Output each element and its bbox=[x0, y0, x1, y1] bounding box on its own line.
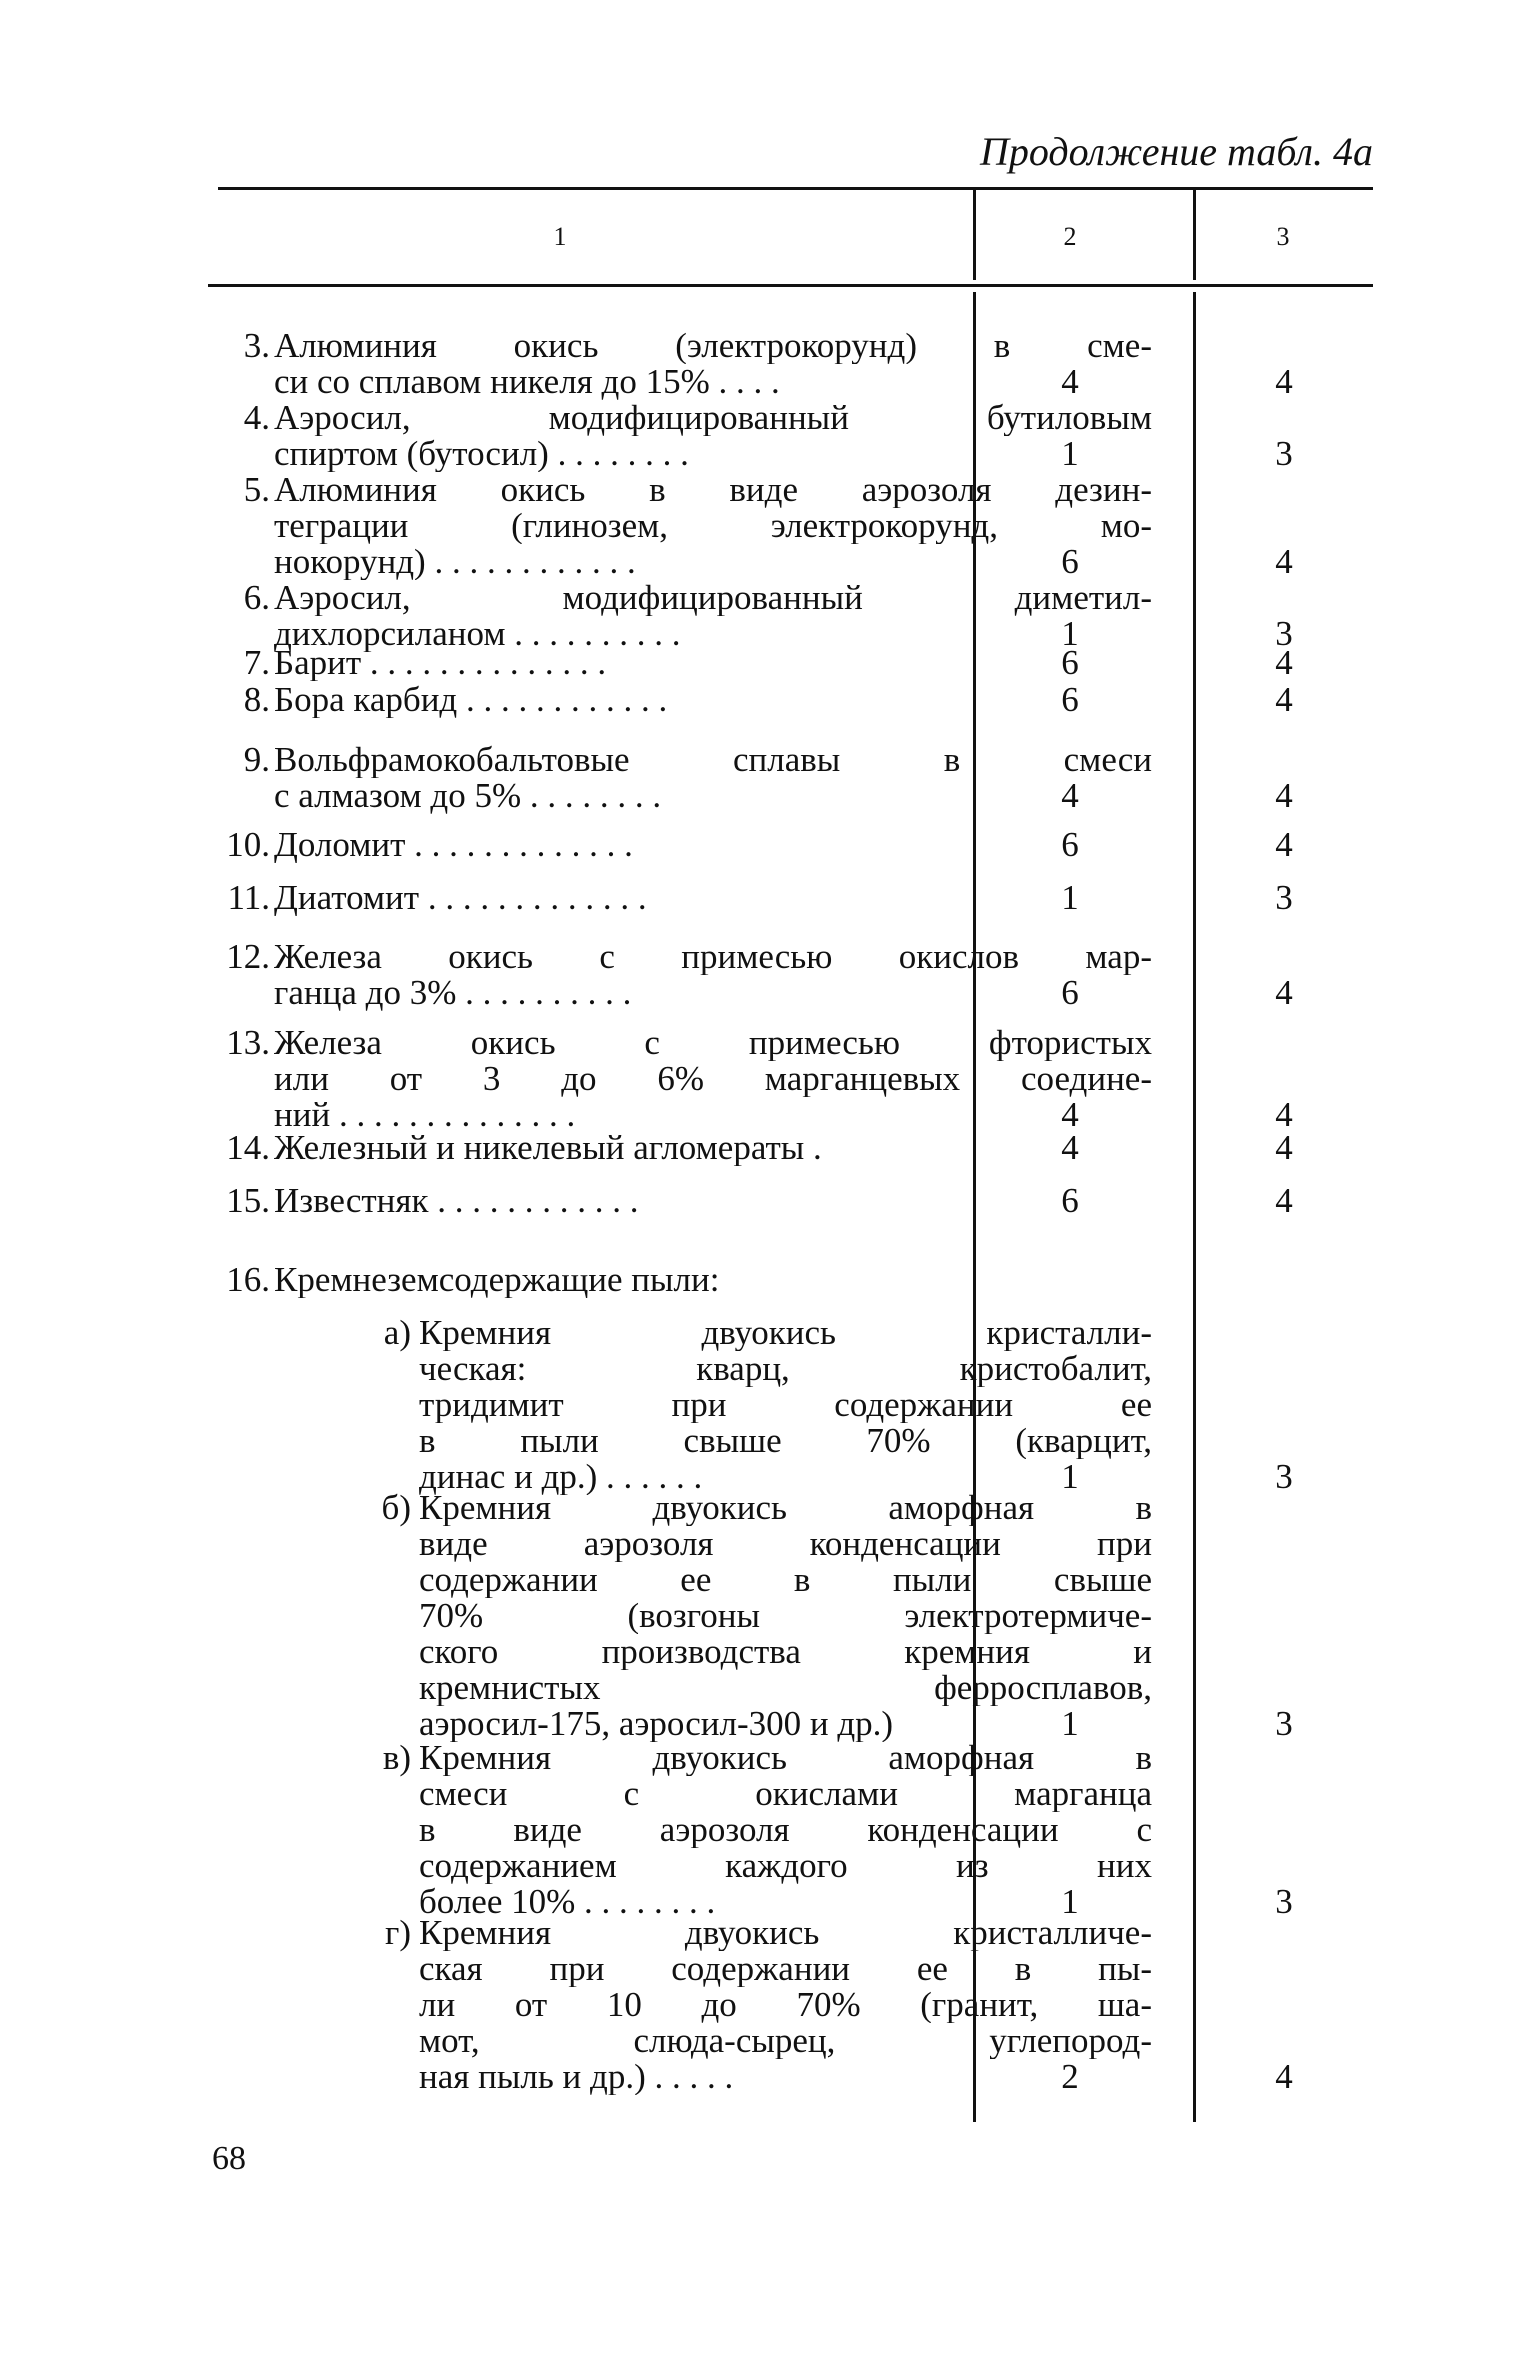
subitem-label bbox=[419, 1490, 1152, 1742]
table-value-col3: 3 bbox=[1275, 878, 1293, 917]
table-label-line: с алмазом до 5% . . . . . . . . bbox=[274, 778, 662, 814]
table-value-col2: 6 bbox=[1061, 643, 1079, 682]
table-number: 14. bbox=[226, 1128, 270, 1167]
subitem-label-line: виде аэрозоля конденсации при bbox=[419, 1526, 1152, 1562]
table-number: 6. bbox=[243, 578, 270, 617]
column-divider-2 bbox=[1193, 190, 1196, 280]
table-label-line: Доломит . . . . . . . . . . . . . bbox=[274, 827, 633, 863]
table-number: 4. bbox=[243, 398, 270, 437]
subitem-label-line: 70% (возгоны электротермиче- bbox=[419, 1598, 1152, 1634]
table-label-line: ний . . . . . . . . . . . . . . bbox=[274, 1097, 576, 1133]
table-value-col3: 4 bbox=[1275, 973, 1293, 1012]
subitem-label-line: ского производства кремния и bbox=[419, 1634, 1152, 1670]
table-label-line: Кремнеземсодержащие пыли: bbox=[274, 1262, 720, 1298]
subitem-label-line: ная пыль и др.) . . . . . bbox=[419, 2059, 734, 2095]
table-label-line: Алюминия окись в виде аэрозоля дезин- bbox=[274, 472, 1152, 508]
table-number: 9. bbox=[243, 740, 270, 779]
table-value-col3: 4 bbox=[1275, 1128, 1293, 1167]
subitem-label-line: смеси с окислами марганца bbox=[419, 1776, 1152, 1812]
subitem-label-line: в пыли свыше 70% (кварцит, bbox=[419, 1423, 1152, 1459]
table-label-line: Известняк . . . . . . . . . . . . bbox=[274, 1183, 639, 1219]
table-value-col2: 4 bbox=[1061, 1128, 1079, 1167]
table-value-col3: 3 bbox=[1275, 614, 1293, 653]
table-label-line: си со сплавом никеля до 15% . . . . bbox=[274, 364, 780, 400]
table-label-line: Аэросил, модифицированный бутиловым bbox=[274, 400, 1152, 436]
table-value-col3: 4 bbox=[1275, 643, 1293, 682]
subitem-label-line: содержании ее в пыли свыше bbox=[419, 1562, 1152, 1598]
table-value-col2: 6 bbox=[1061, 542, 1079, 581]
table-value-col3: 4 bbox=[1275, 362, 1293, 401]
table-value-col2: 1 bbox=[1061, 434, 1079, 473]
subitem-value-col2: 1 bbox=[1061, 1457, 1079, 1496]
table-label-line: Железный и никелевый агломераты . bbox=[274, 1130, 822, 1166]
table-label-line: ганца до 3% . . . . . . . . . . bbox=[274, 975, 632, 1011]
table-value-col2: 1 bbox=[1061, 878, 1079, 917]
table-value-col3: 4 bbox=[1275, 776, 1293, 815]
subitem-value-col3: 3 bbox=[1275, 1882, 1293, 1921]
column-number-1: 1 bbox=[553, 222, 567, 251]
column-number-3: 3 bbox=[1276, 222, 1290, 251]
table-number: 15. bbox=[226, 1181, 270, 1220]
subitem-label-line: содержанием каждого из них bbox=[419, 1848, 1152, 1884]
table-label-line: Аэросил, модифицированный диметил- bbox=[274, 580, 1152, 616]
table-label-line: Бора карбид . . . . . . . . . . . . bbox=[274, 682, 668, 718]
table-value-col2: 6 bbox=[1061, 973, 1079, 1012]
table-label bbox=[274, 939, 1152, 1011]
subitem-value-col3: 3 bbox=[1275, 1457, 1293, 1496]
subitem-label-line: мот, слюда-сырец, углепород- bbox=[419, 2023, 1152, 2059]
table-label-line: Алюминия окись (электрокорунд) в сме- bbox=[274, 328, 1152, 364]
table-label-line: нокорунд) . . . . . . . . . . . . bbox=[274, 544, 636, 580]
table-number: 5. bbox=[243, 470, 270, 509]
table-value-col3: 3 bbox=[1275, 434, 1293, 473]
column-number-2: 2 bbox=[1063, 222, 1077, 251]
subitem-number: г) bbox=[384, 1913, 411, 1952]
subitem-label-line: динас и др.) . . . . . . bbox=[419, 1459, 703, 1495]
table-number: 11. bbox=[227, 878, 270, 917]
table-label-line: дихлорсиланом . . . . . . . . . . bbox=[274, 616, 681, 652]
table-label bbox=[274, 1025, 1152, 1133]
subitem-value-col2: 1 bbox=[1061, 1704, 1079, 1743]
table-number: 3. bbox=[243, 326, 270, 365]
table-label bbox=[274, 1262, 1152, 1298]
table-value-col2: 6 bbox=[1061, 1181, 1079, 1220]
page-number: 68 bbox=[212, 2140, 246, 2177]
table-value-col2: 1 bbox=[1061, 614, 1079, 653]
table-value-col3: 4 bbox=[1275, 825, 1293, 864]
table-top-rule bbox=[218, 187, 1373, 190]
table-caption: Продолжение табл. 4а bbox=[979, 129, 1373, 174]
table-number: 16. bbox=[226, 1260, 270, 1299]
table-number: 12. bbox=[226, 937, 270, 976]
subitem-value-col2: 1 bbox=[1061, 1882, 1079, 1921]
table-label-line: Диатомит . . . . . . . . . . . . . bbox=[274, 880, 647, 916]
table-label-line: или от 3 до 6% марганцевых соедине- bbox=[274, 1061, 1152, 1097]
table-value-col2: 4 bbox=[1061, 362, 1079, 401]
subitem-value-col2: 2 bbox=[1061, 2057, 1079, 2096]
table-value-col2: 6 bbox=[1061, 680, 1079, 719]
subitem-value-col3: 4 bbox=[1275, 2057, 1293, 2096]
subitem-label-line: ская при содержании ее в пы- bbox=[419, 1951, 1152, 1987]
subitem-label-line: более 10% . . . . . . . . bbox=[419, 1884, 716, 1920]
subitem-number: в) bbox=[382, 1738, 411, 1777]
table-label bbox=[274, 328, 1152, 400]
subitem-value-col3: 3 bbox=[1275, 1704, 1293, 1743]
subitem-number: а) bbox=[383, 1313, 411, 1352]
subitem-label-line: ческая: кварц, кристобалит, bbox=[419, 1351, 1152, 1387]
table-label bbox=[274, 400, 1152, 472]
subitem-label-line: Кремния двуокись аморфная в bbox=[419, 1490, 1152, 1526]
table-label-line: спиртом (бутосил) . . . . . . . . bbox=[274, 436, 689, 472]
column-divider-2-body bbox=[1193, 292, 1196, 2122]
subitem-label-line: Кремния двуокись кристалличе- bbox=[419, 1915, 1152, 1951]
table-value-col3: 4 bbox=[1275, 1095, 1293, 1134]
table-label bbox=[274, 1183, 1152, 1219]
table-label bbox=[274, 742, 1152, 814]
column-divider-1 bbox=[973, 190, 976, 280]
table-value-col3: 4 bbox=[1275, 1181, 1293, 1220]
table-label bbox=[274, 827, 1152, 863]
table-label bbox=[274, 682, 1152, 718]
table-label-line: Вольфрамокобальтовые сплавы в смеси bbox=[274, 742, 1152, 778]
table-label bbox=[274, 880, 1152, 916]
table-header-rule bbox=[208, 284, 1373, 287]
table-label-line: Железа окись с примесью фтористых bbox=[274, 1025, 1152, 1061]
table-label-line: теграции (глинозем, электрокорунд, мо- bbox=[274, 508, 1152, 544]
table-value-col3: 4 bbox=[1275, 542, 1293, 581]
table-label bbox=[274, 1130, 1152, 1166]
table-number: 7. bbox=[243, 643, 270, 682]
table-label-line: Барит . . . . . . . . . . . . . . bbox=[274, 645, 607, 681]
subitem-label-line: Кремния двуокись аморфная в bbox=[419, 1740, 1152, 1776]
subitem-label-line: тридимит при содержании ее bbox=[419, 1387, 1152, 1423]
table-number: 13. bbox=[226, 1023, 270, 1062]
subitem-label-line: ли от 10 до 70% (гранит, ша- bbox=[419, 1987, 1152, 2023]
table-value-col2: 6 bbox=[1061, 825, 1079, 864]
table-value-col2: 4 bbox=[1061, 1095, 1079, 1134]
table-label bbox=[274, 580, 1152, 652]
table-label bbox=[274, 645, 1152, 681]
table-label-line: Железа окись с примесью окислов мар- bbox=[274, 939, 1152, 975]
subitem-label-line: аэросил-175, аэросил-300 и др.) bbox=[419, 1706, 894, 1742]
table-value-col3: 4 bbox=[1275, 680, 1293, 719]
subitem-label-line: кремнистых ферросплавов, bbox=[419, 1670, 1152, 1706]
table-number: 8. bbox=[243, 680, 270, 719]
table-number: 10. bbox=[226, 825, 270, 864]
subitem-number: б) bbox=[381, 1488, 411, 1527]
subitem-label-line: в виде аэрозоля конденсации с bbox=[419, 1812, 1152, 1848]
subitem-label-line: Кремния двуокись кристалли- bbox=[419, 1315, 1152, 1351]
table-value-col2: 4 bbox=[1061, 776, 1079, 815]
table-label bbox=[274, 472, 1152, 580]
